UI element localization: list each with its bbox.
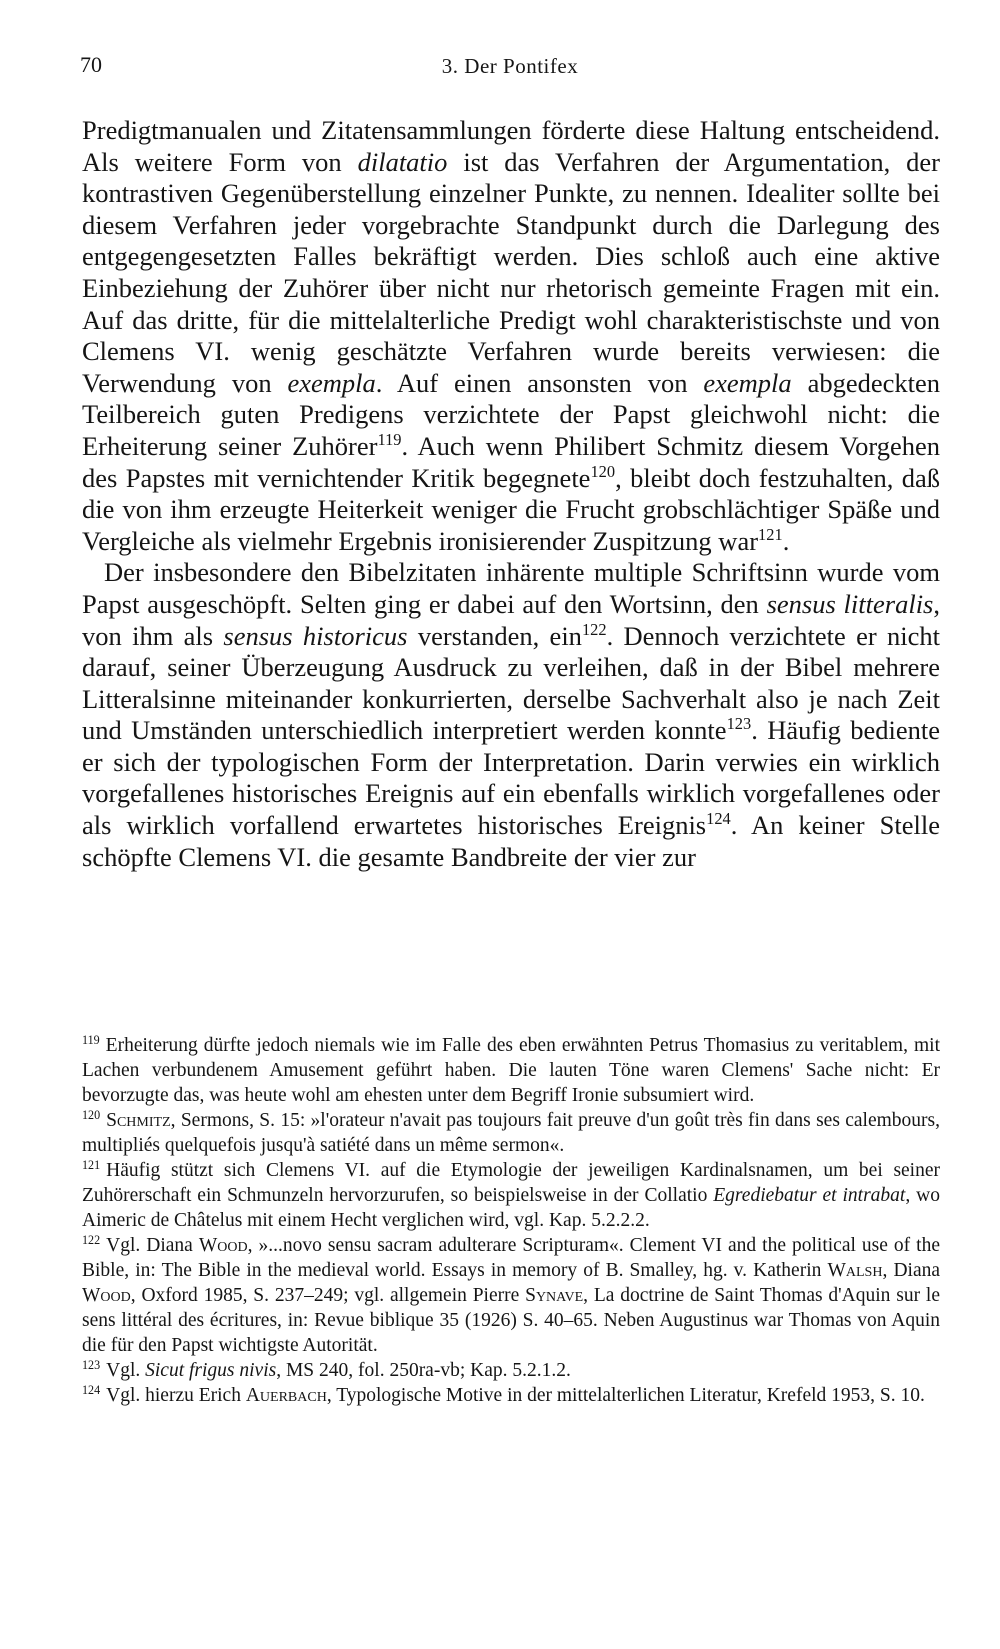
italic-term: sensus historicus bbox=[223, 620, 408, 651]
text-run: abgedeckten Teilbereich guten Predigens verzichtete der Papst gleichwohl nicht: die Erheiterung seiner Zuhörer bbox=[82, 367, 940, 461]
footnote-number: 119 bbox=[82, 1033, 100, 1048]
paragraph-2 bbox=[82, 557, 940, 873]
text-run: verstanden, ein bbox=[407, 620, 582, 651]
text-run: . Häufig bediente er sich der typologischen Form der Interpretation. Darin verwies ein wirklich vorgefallenes historisches Ereignis auf ein ebenfalls wirklich vorgefallenes oder als wirklich vorfallend erwartetes historisches Ereignis bbox=[82, 715, 940, 841]
text-run: , Diana bbox=[882, 1260, 941, 1281]
text-run: Vgl. Diana bbox=[106, 1235, 199, 1256]
footnote-123 bbox=[82, 1358, 940, 1383]
text-run: , »...novo sensu sacram adulterare Scripturam«. Clement VI and the political use of the Bible, in: The Bible in the medieval world. Essays in memory of B. Smalley, hg. v. Katherin bbox=[82, 1235, 940, 1281]
paragraph-1 bbox=[82, 115, 940, 557]
text-run: Predigtmanualen und Zitatensammlungen förderte diese Haltung entscheidend. Als weitere Form von bbox=[82, 115, 940, 177]
footnote-ref[interactable]: 121 bbox=[758, 524, 783, 544]
text-run: , bleibt doch festzuhalten, daß die von ihm erzeugte Heiterkeit weniger die Frucht grobschlächtiger Späße und Vergleiche als vielmehr Ergebnis ironisierender Zuspitzung war bbox=[82, 462, 940, 556]
footnote-ref[interactable]: 120 bbox=[590, 461, 616, 481]
text-run: , Typologische Motive in der mittelalterlichen Literatur, Krefeld 1953, S. 10. bbox=[326, 1385, 925, 1406]
text-run: . bbox=[782, 525, 790, 556]
text-run: Erheiterung dürfte jedoch niemals wie im Falle des eben erwähnten Petrus Thomasius zu veritablem, mit Lachen verbundenem Amusement geführt haben. Die lauten Töne waren Clemens' Sache nicht: Er bevorzugte das, was heute wohl am ehesten unter dem Begriff Ironie subsumiert wird. bbox=[82, 1035, 940, 1106]
text-run: , wo Aimeric de Châtelus mit einem Hecht verglichen wird, vgl. Kap. 5.2.2.2. bbox=[82, 1185, 940, 1231]
text-run: Vgl. hierzu Erich bbox=[106, 1385, 246, 1406]
text-run: . Auch wenn Philibert Schmitz diesem Vorgehen des Papstes mit vernichtender Kritik begegnete bbox=[82, 430, 940, 493]
page-number: 70 bbox=[80, 52, 102, 77]
footnote-number: 123 bbox=[82, 1358, 101, 1373]
footnote-number: 121 bbox=[82, 1158, 101, 1173]
footnote-number: 122 bbox=[82, 1233, 101, 1248]
footnote-ref[interactable]: 124 bbox=[706, 809, 731, 829]
text-run: . An keiner Stelle schöpfte Clemens VI. die gesamte Bandbreite der vier zur bbox=[82, 810, 940, 872]
footnote-119 bbox=[82, 1033, 940, 1108]
italic-term: exempla bbox=[287, 367, 376, 398]
italic-term: sensus litteralis bbox=[766, 588, 934, 619]
footnote-122 bbox=[82, 1233, 940, 1358]
author-name: Auerbach bbox=[245, 1385, 327, 1406]
italic-term: exempla bbox=[703, 367, 792, 398]
page-header bbox=[80, 52, 940, 82]
text-run: , MS 240, fol. 250ra-vb; Kap. 5.2.1.2. bbox=[276, 1360, 571, 1381]
text-run: , La doctrine de Saint Thomas d'Aquin sur le sens littéral des écritures, in: Revue biblique 35 (1926) S. 40–65. Neben Augustinus war Thomas von Aquin die für den Papst wichtigste Autorität. bbox=[82, 1285, 940, 1356]
footnote-ref[interactable]: 122 bbox=[581, 619, 607, 639]
text-run: , Sermons, S. 15: »l'orateur n'avait pas toujours fait preuve d'un goût très fin dans ses calembours, multipliés quelquefois jusqu'à satiété dans un même sermon«. bbox=[82, 1110, 940, 1156]
author-name: Schmitz bbox=[106, 1110, 171, 1131]
text-run: ist das Verfahren der Argumentation, der kontrastiven Gegenüberstellung einzelner Punkte, zu nennen. Idealiter sollte bei diesem Verfahren jeder vorgebrachte Standpunkt durch die Darlegung des entgegengesetzten Falles bekräftigt werden. Dies schloß auch eine aktive Einbeziehung der Zuhörer über nicht nur rhetorisch gemeinte Fragen mit ein. Auf das dritte, für die mittelalterliche Predigt wohl charakteristischste und von Clemens VI. wenig geschätzte Verfahren wurde bereits verwiesen: die Verwendung von bbox=[82, 146, 940, 398]
main-text bbox=[82, 115, 940, 873]
text-run: , Oxford 1985, S. 237–249; vgl. allgemein Pierre bbox=[130, 1285, 526, 1306]
text-run: Vgl. bbox=[106, 1360, 146, 1381]
footnote-120 bbox=[82, 1108, 940, 1158]
author-name: Wood bbox=[82, 1285, 131, 1306]
footnote-121 bbox=[82, 1158, 940, 1233]
text-run: . Auf einen ansonsten von bbox=[375, 367, 704, 398]
text-run: . Dennoch verzichtete er nicht darauf, seiner Überzeugung Ausdruck zu verleihen, daß in der Bibel mehrere Litteralsinne miteinander konkurrierten, derselbe Sachverhalt also je nach Zeit und Umständen unterschiedlich interpretiert werden konnte bbox=[82, 620, 940, 746]
author-name: Wood bbox=[198, 1235, 248, 1256]
running-title: 3. Der Pontifex bbox=[441, 54, 579, 78]
footnote-number: 120 bbox=[82, 1108, 101, 1123]
italic-title: Sicut frigus nivis bbox=[145, 1360, 277, 1381]
author-name: Synave bbox=[525, 1285, 584, 1306]
footnotes bbox=[82, 1033, 940, 1408]
italic-title: Egrediebatur et intrabat bbox=[713, 1185, 906, 1206]
text-run: Häufig stützt sich Clemens VI. auf die Etymologie der jeweiligen Kardinalsnamen, um bei seiner Zuhörerschaft ein Schmunzeln hervorzurufen, so beispielsweise in der Collatio bbox=[82, 1160, 940, 1206]
text-run: , von ihm als bbox=[82, 588, 941, 651]
italic-term: dilatatio bbox=[357, 146, 448, 177]
footnote-ref[interactable]: 119 bbox=[377, 430, 402, 450]
author-name: Walsh bbox=[827, 1260, 883, 1281]
text-run: Der insbesondere den Bibelzitaten inhärente multiple Schriftsinn wurde vom Papst ausgeschöpft. Selten ging er dabei auf den Wortsinn, den bbox=[82, 557, 940, 619]
footnote-number: 124 bbox=[82, 1383, 101, 1398]
footnote-ref[interactable]: 123 bbox=[726, 714, 752, 734]
footnote-124 bbox=[82, 1383, 940, 1408]
